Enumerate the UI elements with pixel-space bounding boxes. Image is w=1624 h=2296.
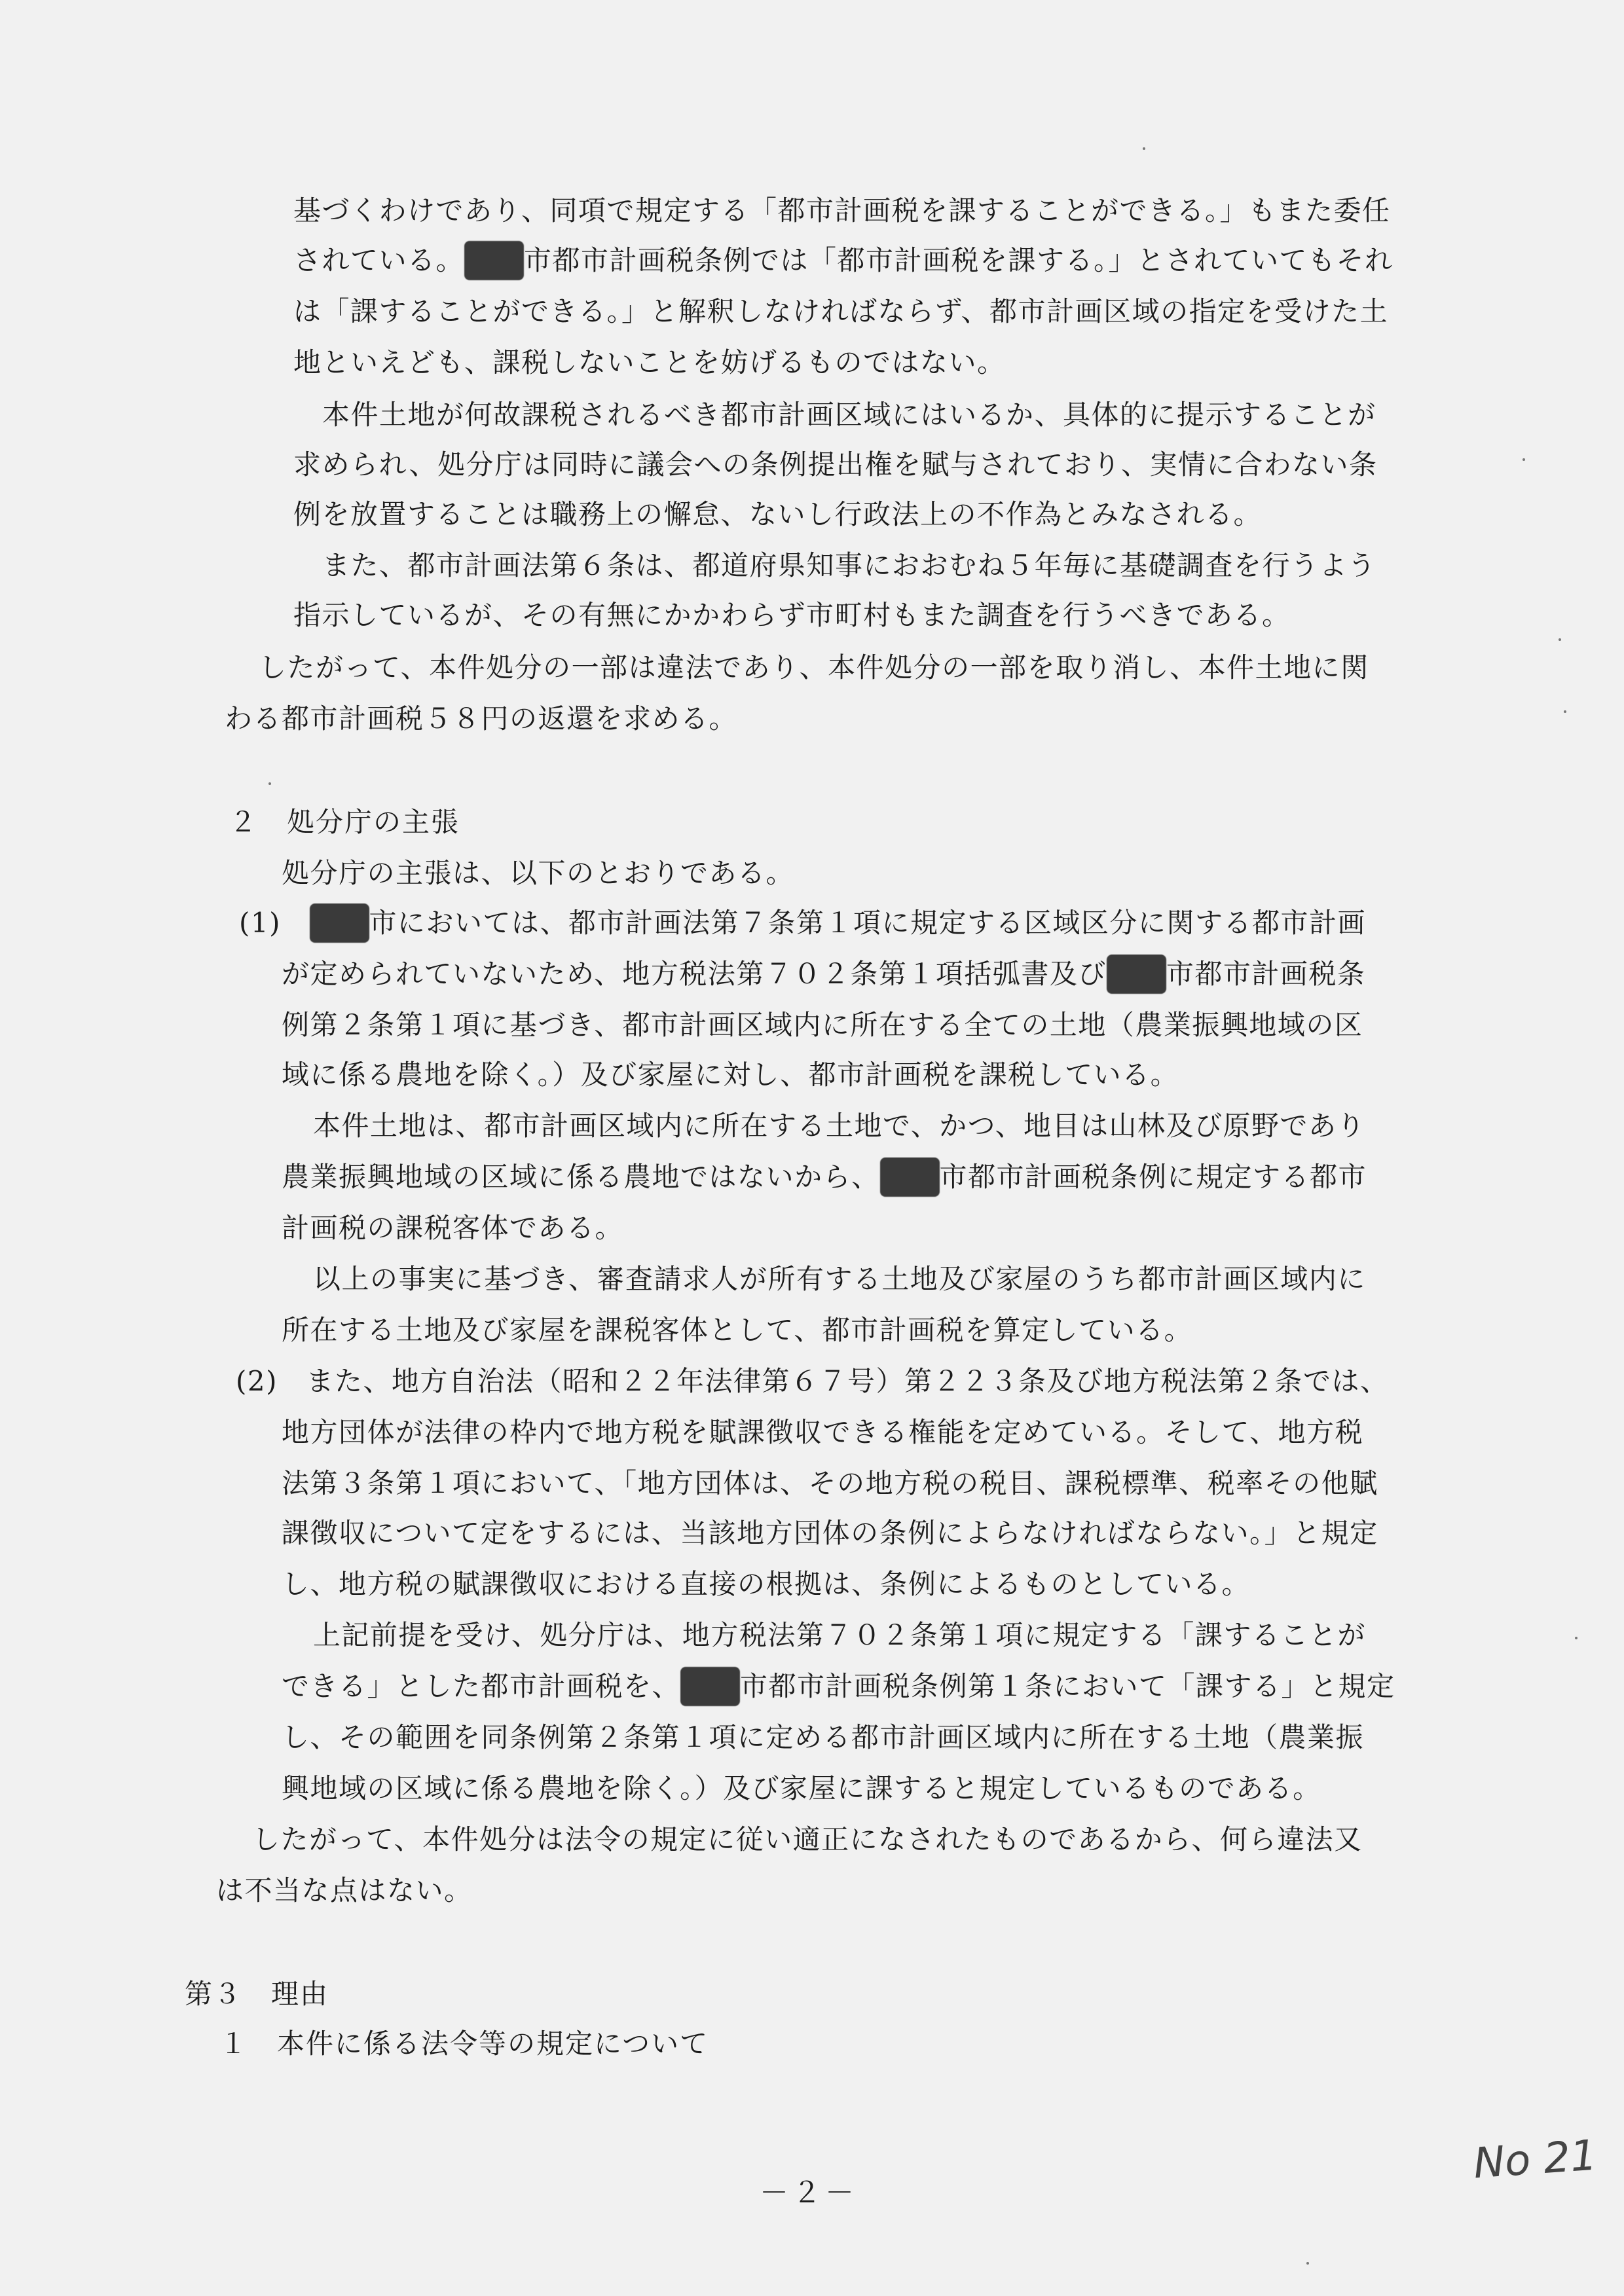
text-line [239, 903, 1366, 943]
scan-speck [1522, 458, 1525, 461]
text-line [282, 1514, 1378, 1553]
text-segment: が定められていないため、地方税法第７０２条第１項括弧書及び [282, 958, 1107, 990]
text-line [293, 343, 1006, 382]
scan-speck [1143, 147, 1145, 150]
text-segment: (2) また、地方自治法（昭和２２年法律第６７号）第２２３条及び地方税法第２条では、 [236, 1365, 1389, 1397]
text-line [282, 1718, 1364, 1757]
text-line [259, 648, 1369, 687]
text-line [322, 395, 1376, 435]
text-segment: わる都市計画税５８円の返還を求める。 [225, 702, 738, 735]
text-line [282, 1769, 1321, 1808]
text-segment: 市都市計画税条 [1166, 958, 1366, 990]
page-number: －２－ [760, 2176, 858, 2210]
text-segment: 計画税の課税客体である。 [282, 1212, 624, 1244]
redaction-mark [1107, 955, 1166, 994]
text-line [236, 1362, 1389, 1401]
text-line [282, 1413, 1363, 1452]
text-line [293, 596, 1291, 635]
text-segment: したがって、本件処分の一部は違法であり、本件処分の一部を取り消し、本件土地に関 [259, 651, 1369, 683]
text-segment: 本件土地が何故課税されるべき都市計画区域にはいるか、具体的に提示することが [322, 399, 1376, 431]
text-segment: 市都市計画税条例では「都市計画税を課する。」とされていてもそれ [524, 244, 1393, 276]
text-segment: は不当な点はない。 [216, 1874, 473, 1906]
text-segment: 興地域の区域に係る農地を除く。）及び家屋に課すると規定しているものである。 [282, 1772, 1321, 1804]
redaction-mark [464, 241, 524, 280]
text-segment: 市都市計画税条例第１条において「課する」と規定 [740, 1670, 1395, 1702]
text-segment: 上記前提を受け、処分庁は、地方税法第７０２条第１項に規定する「課することが [313, 1619, 1366, 1651]
text-segment: 地といえども、課税しないことを妨げるものではない。 [293, 346, 1006, 378]
text-segment: 農業振興地域の区域に係る農地ではないから、 [282, 1161, 880, 1193]
redaction-mark [310, 903, 369, 943]
text-segment: 所在する土地及び家屋を課税客体として、都市計画税を算定している。 [282, 1314, 1193, 1346]
text-line [252, 1820, 1363, 1859]
text-line [293, 241, 1393, 280]
text-line [293, 445, 1378, 484]
text-segment: 地方団体が法律の枠内で地方税を賦課徴収できる権能を定めている。そして、地方税 [282, 1416, 1364, 1448]
text-segment: 域に係る農地を除く。）及び家屋に対し、都市計画税を課税している。 [282, 1059, 1179, 1091]
text-segment: 課徴収について定をするには、当該地方団体の条例によらなければならない。」と規定 [282, 1517, 1378, 1549]
section-heading [219, 2024, 709, 2064]
text-line [282, 1209, 623, 1248]
text-line [282, 955, 1365, 994]
text-line [293, 495, 1262, 534]
text-line [293, 191, 1391, 230]
text-line [216, 1871, 473, 1910]
text-segment: 例を放置することは職務上の懈怠、ないし行政法上の不作為とみなされる。 [293, 498, 1263, 530]
text-segment: 第３ 理由 [185, 1978, 329, 2010]
text-line [282, 1464, 1378, 1503]
text-line [282, 1667, 1395, 1706]
text-segment: し、地方税の賦課徴収における直接の根拠は、条例によるものとしている。 [282, 1568, 1251, 1600]
text-line [282, 1311, 1192, 1350]
redaction-mark [680, 1667, 740, 1706]
handwritten-note: No 21 [1471, 2131, 1599, 2189]
scan-speck [268, 782, 271, 785]
text-line [313, 1616, 1366, 1655]
text-segment: 基づくわけであり、同項で規定する「都市計画税を課することができる。」もまた委任 [293, 194, 1391, 227]
scan-speck [1559, 638, 1561, 641]
text-segment: １ 本件に係る法令等の規定について [219, 2028, 709, 2060]
text-segment: 例第２条第１項に基づき、都市計画区域内に所在する全ての土地（農業振興地域の区 [282, 1009, 1363, 1041]
text-segment: 本件土地は、都市計画区域内に所在する土地で、かつ、地目は山林及び原野であり [313, 1110, 1365, 1142]
text-line [313, 1106, 1365, 1146]
text-segment: されている。 [293, 244, 465, 276]
text-segment: は「課することができる。」と解釈しなければならず、都市計画区域の指定を受けた土 [293, 295, 1389, 327]
text-segment: したがって、本件処分は法令の規定に従い適正になされたものであるから、何ら違法又 [252, 1823, 1363, 1855]
text-segment: 処分庁の主張は、以下のとおりである。 [282, 857, 795, 889]
scan-speck [1306, 2262, 1309, 2265]
text-line [282, 1157, 1367, 1197]
text-line [282, 1006, 1363, 1045]
text-line [282, 1565, 1250, 1604]
text-line [293, 292, 1388, 331]
section-heading [229, 803, 460, 842]
text-line [322, 546, 1376, 585]
text-line [282, 854, 794, 893]
text-line [282, 1055, 1179, 1095]
text-segment: 市においては、都市計画法第７条第１項に規定する区域区分に関する都市計画 [369, 907, 1367, 939]
text-segment: また、都市計画法第６条は、都道府県知事におおむね５年毎に基礎調査を行うよう [322, 549, 1376, 581]
text-segment: 市都市計画税条例に規定する都市 [939, 1161, 1367, 1193]
text-segment: 指示しているが、その有無にかかわらず市町村もまた調査を行うべきである。 [293, 599, 1291, 631]
text-segment: ２ 処分庁の主張 [229, 806, 460, 838]
text-segment: 法第３条第１項において、「地方団体は、その地方税の税目、課税標準、税率その他賦 [282, 1467, 1378, 1499]
text-segment: し、その範囲を同条例第２条第１項に定める都市計画区域内に所在する土地（農業振 [282, 1721, 1365, 1753]
text-segment: (1) [239, 907, 310, 939]
text-segment: 以上の事実に基づき、審査請求人が所有する土地及び家屋のうち都市計画区域内に [313, 1263, 1366, 1295]
section-heading [185, 1975, 329, 2014]
text-segment: できる」とした都市計画税を、 [282, 1670, 681, 1702]
text-line [313, 1260, 1366, 1299]
scan-speck [1575, 1637, 1578, 1639]
scan-speck [1564, 710, 1566, 713]
text-segment: 求められ、処分庁は同時に議会への条例提出権を賦与されており、実情に合わない条 [293, 448, 1378, 481]
redaction-mark [880, 1157, 940, 1197]
text-line [225, 699, 737, 738]
